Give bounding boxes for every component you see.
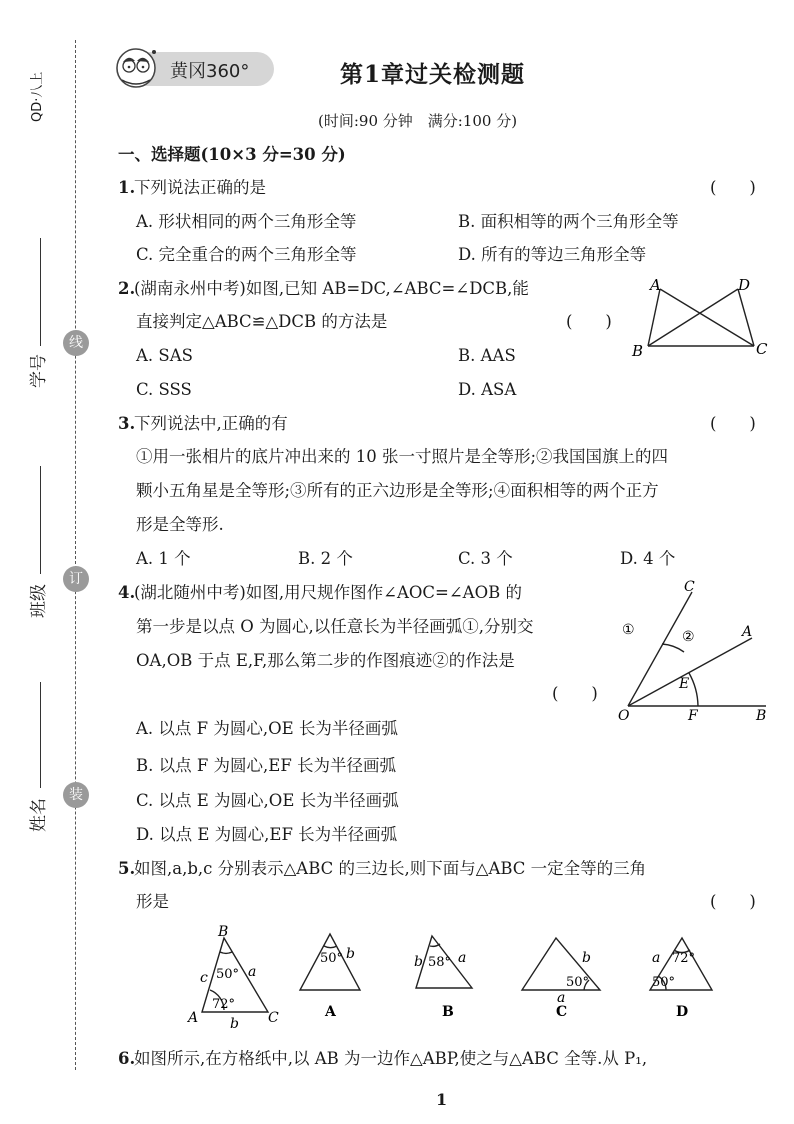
q4-line1: (湖北随州中考)如图,用尺规作图作∠AOC=∠AOB 的 [134, 583, 522, 602]
class-label: 班级 [29, 584, 49, 618]
q5-main-side-c: c [200, 970, 208, 986]
q2-label-b: B [632, 342, 644, 360]
q5-main-label-b: B [218, 924, 229, 940]
student-id-label: 学号 [29, 354, 49, 388]
q1-option-c: C. 完全重合的两个三角形全等 [136, 245, 357, 264]
q4-option-d: D. 以点 E 为圆心,EF 长为半径画弧 [136, 825, 398, 844]
q1-stem: 下列说法正确的是 [134, 178, 266, 197]
q2-line2: 直接判定△ABC≌△DCB 的方法是 [136, 312, 388, 331]
q2-answer-bracket: ( ) [566, 312, 612, 331]
q5-figures [182, 924, 722, 1032]
q3-answer-bracket: ( ) [710, 414, 756, 433]
q5-optC-side-a: a [557, 990, 566, 1006]
q3-body-line2: 颗小五角星是全等形;③所有的正六边形是全等形;④面积相等的两个正方 [136, 481, 659, 500]
q2-option-d: D. ASA [458, 380, 517, 399]
q5-number: 5. [118, 859, 136, 878]
q4-option-c: C. 以点 E 为圆心,OE 长为半径画弧 [136, 791, 399, 810]
q4-option-b: B. 以点 F 为圆心,EF 长为半径画弧 [136, 756, 397, 775]
q5-optB-side-b: b [414, 954, 423, 970]
q4-label-o: O [618, 708, 630, 724]
q2-figure [628, 274, 774, 360]
q4-label-f: F [688, 708, 698, 724]
q5-optA-angle: 50° [320, 951, 344, 966]
q2-label-c: C [756, 340, 768, 358]
q5-optA-side: b [346, 946, 355, 962]
q5-main-angle-a: 72° [212, 997, 236, 1012]
q5-optB-label: B [442, 1004, 454, 1020]
q1-option-b: B. 面积相等的两个三角形全等 [458, 212, 679, 231]
binding-mark-bind: 装 [63, 782, 89, 808]
name-line [40, 682, 41, 788]
q2-label-a: A [650, 276, 661, 294]
q5-main-side-a: a [248, 964, 257, 980]
class-line [40, 466, 41, 574]
page-title: 第1章过关检测题 [340, 61, 526, 88]
q4-label-e: E [679, 676, 690, 692]
binding-mark-line: 线 [63, 330, 89, 356]
q3-option-d: D. 4 个 [620, 549, 676, 568]
q3-number: 3. [118, 414, 136, 433]
q4-label-c: C [684, 579, 695, 595]
q5-main-label-a: A [188, 1010, 199, 1026]
q4-label-b: B [756, 708, 767, 724]
q5-main-side-b: b [230, 1016, 239, 1032]
q3-stem: 下列说法中,正确的有 [134, 414, 288, 433]
q4-arc2-label: ② [682, 629, 695, 645]
q3-option-c: C. 3 个 [458, 549, 513, 568]
page-subtitle: (时间:90 分钟 满分:100 分) [318, 112, 518, 130]
q5-optD-side-a: a [652, 950, 661, 966]
q2-option-a: A. SAS [136, 346, 193, 365]
q5-answer-bracket: ( ) [710, 892, 756, 911]
q3-body-line3: 形是全等形. [136, 515, 224, 534]
section-heading: 一、选择题(10×3 分=30 分) [118, 145, 346, 164]
q5-optD-angle-left: 50° [652, 975, 676, 990]
q1-option-d: D. 所有的等边三角形全等 [458, 245, 647, 264]
student-id-line [40, 238, 41, 346]
q5-optB-angle: 58° [428, 955, 452, 970]
q5-optB-side-a: a [458, 950, 467, 966]
q5-line2: 形是 [136, 892, 169, 911]
q2-option-b: B. AAS [458, 346, 516, 365]
q5-optC-angle: 50° [566, 975, 590, 990]
q3-option-a: A. 1 个 [136, 549, 191, 568]
q5-optD-label: D [676, 1004, 689, 1020]
q1-option-a: A. 形状相同的两个三角形全等 [136, 212, 357, 231]
q4-number: 4. [118, 583, 136, 602]
q1-number: 1. [118, 178, 136, 197]
binding-mark-staple: 订 [63, 566, 89, 592]
q4-arc1-label: ① [622, 622, 635, 638]
q4-line2: 第一步是以点 O 为圆心,以任意长为半径画弧①,分别交 [136, 617, 534, 636]
name-label: 姓名 [29, 798, 49, 832]
q2-option-c: C. SSS [136, 380, 192, 399]
q4-label-a: A [742, 624, 753, 640]
q5-line1: 如图,a,b,c 分别表示△ABC 的三边长,则下面与△ABC 一定全等的三角 [134, 859, 647, 878]
q5-optD-angle-top: 72° [672, 951, 696, 966]
q1-answer-bracket: ( ) [710, 178, 756, 197]
q5-main-label-c: C [268, 1010, 279, 1026]
q2-line1: (湖南永州中考)如图,已知 AB=DC,∠ABC=∠DCB,能 [134, 279, 529, 298]
q4-figure [612, 578, 772, 728]
q6-number: 6. [118, 1049, 136, 1068]
q6-line1: 如图所示,在方格纸中,以 AB 为一边作△ABP,使之与△ABC 全等.从 P₁, [134, 1049, 648, 1068]
q3-option-b: B. 2 个 [298, 549, 353, 568]
logo-kids-icon [114, 44, 162, 88]
q5-optC-label: C [556, 1004, 568, 1020]
q5-optC-side-b: b [582, 950, 591, 966]
edition-label: QD·八上 [30, 71, 45, 122]
q2-number: 2. [118, 279, 136, 298]
q4-option-a: A. 以点 F 为圆心,OE 长为半径画弧 [136, 719, 398, 738]
binding-dashed-line [75, 40, 76, 1070]
q4-line3: OA,OB 于点 E,F,那么第二步的作图痕迹②的作法是 [136, 651, 515, 670]
page-number: 1 [436, 1090, 448, 1109]
q2-label-d: D [738, 276, 751, 294]
q3-body-line1: ①用一张相片的底片冲出来的 10 张一寸照片是全等形;②我国国旗上的四 [136, 447, 669, 466]
q4-answer-bracket: ( ) [552, 684, 598, 703]
logo-text: 黄冈360° [170, 61, 250, 82]
q5-optA-label: A [325, 1004, 336, 1020]
q5-main-angle-b: 50° [216, 967, 240, 982]
